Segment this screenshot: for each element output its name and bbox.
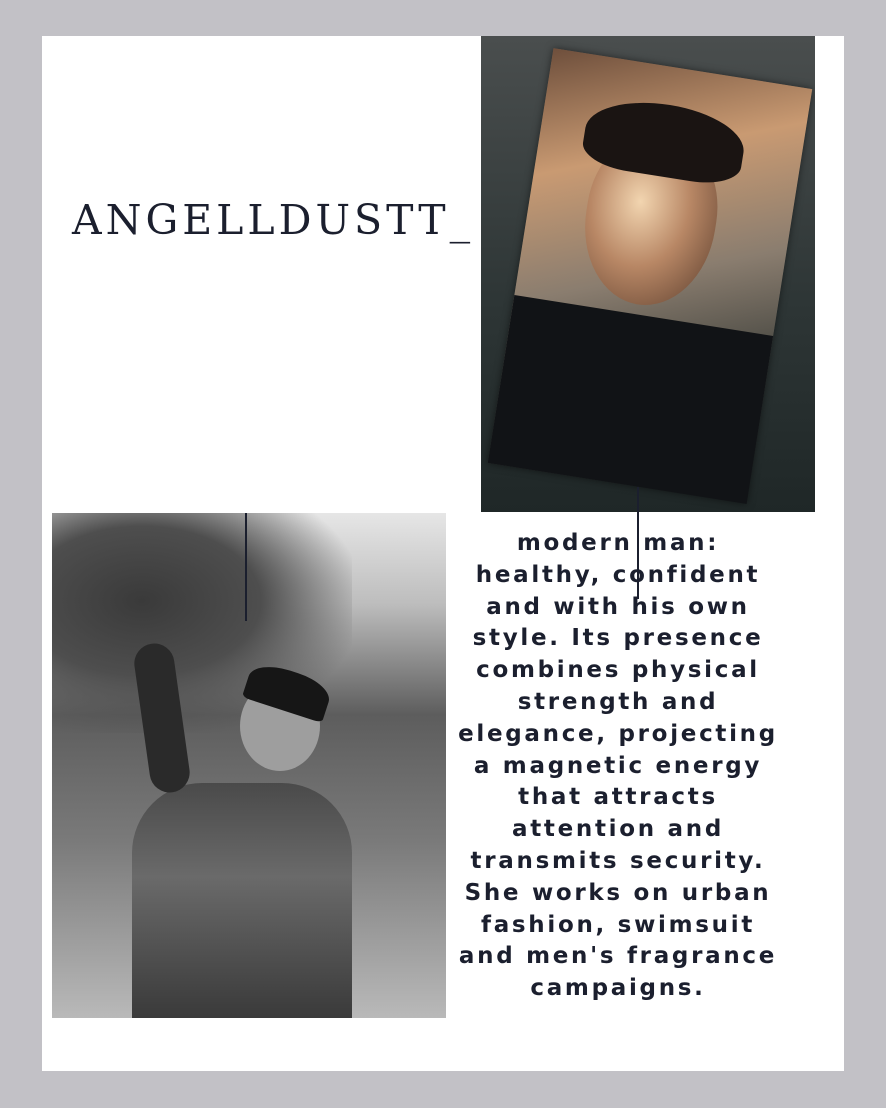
person-figure <box>122 633 342 1018</box>
shirt-shape <box>488 295 773 504</box>
portrait-photo <box>481 36 815 512</box>
tilted-selfie-photo <box>488 48 812 504</box>
description-text: modern man: healthy, confident and with his own style. Its presence combines physical strength and elegance, projecting a magnetic energy that attracts attention and transmits security. She works on urban fashion, swimsuit and men's fragrance campaigns. <box>458 530 778 1002</box>
person-arm <box>132 641 192 795</box>
page-title: ANGELLDUSTT_ <box>72 196 475 244</box>
person-body <box>132 783 352 1018</box>
outdoor-photo <box>52 513 446 1018</box>
divider-line-left <box>245 513 247 621</box>
